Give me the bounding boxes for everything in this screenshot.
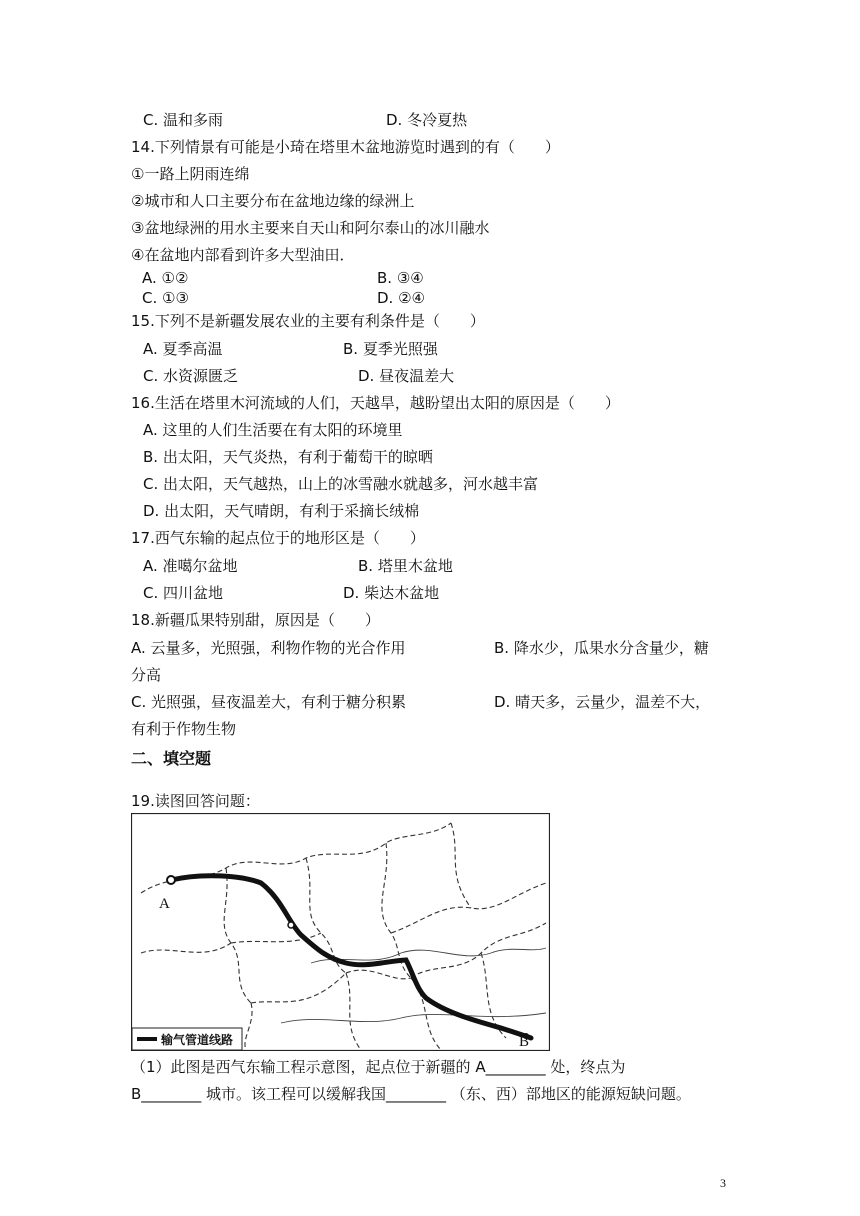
text-line: 分高	[131, 666, 162, 684]
text-line: A. 夏季高温	[143, 340, 223, 358]
text-line: D. ②④	[377, 289, 425, 307]
text-line: D. 柴达木盆地	[343, 584, 440, 602]
text-line: C. 四川盆地	[143, 584, 224, 602]
west-east-gas-pipeline-map	[131, 813, 550, 1051]
text-line: B. 降水少，瓜果水分含量少，糖	[494, 639, 709, 657]
text-line: B. 塔里木盆地	[358, 557, 453, 575]
text-line: B________ 城市。该工程可以缓解我国________ （东、西）部地区的能源短缺问题。	[131, 1085, 691, 1103]
text-line: B. 出太阳，天气炎热，有利于葡萄干的晾晒	[143, 448, 433, 466]
text-line: C. 光照强，昼夜温差大，有利于糖分积累	[131, 693, 407, 711]
page-number: 3	[720, 1176, 726, 1190]
text-line: 18.新疆瓜果特别甜，原因是（ ）	[131, 611, 380, 629]
legend-text: 输气管道线路	[161, 1033, 234, 1047]
section-heading: 二、填空题	[131, 749, 212, 768]
start-point-a	[167, 876, 175, 884]
text-line: D. 冬冷夏热	[386, 111, 468, 129]
text-line: A. ①②	[142, 269, 189, 287]
text-line: A. 这里的人们生活要在有太阳的环境里	[143, 421, 403, 439]
map-label-a: A	[159, 896, 170, 912]
text-line: C. 出太阳，天气越热，山上的冰雪融水就越多，河水越丰富	[143, 475, 539, 493]
text-line: A. 云量多，光照强，利物作物的光合作用	[131, 639, 406, 657]
text-line: D. 出太阳，天气晴朗，有利于采摘长绒棉	[143, 502, 420, 520]
text-line: C. ①③	[142, 289, 189, 307]
text-line: C. 温和多雨	[143, 111, 224, 129]
text-line: 15.下列不是新疆发展农业的主要有利条件是（ ）	[131, 312, 485, 330]
text-line: ①一路上阴雨连绵	[131, 165, 250, 183]
text-line: ④在盆地内部看到许多大型油田．	[131, 246, 355, 264]
text-line: 19.读图回答问题：	[131, 792, 260, 810]
map-frame	[132, 814, 550, 1051]
relay-point	[288, 922, 294, 928]
text-line: 16.生活在塔里木河流域的人们，天越旱，越盼望出太阳的原因是（ ）	[131, 394, 620, 412]
text-line: 14.下列情景有可能是小琦在塔里木盆地游览时遇到的有（ ）	[131, 138, 560, 156]
text-line: D. 昼夜温差大	[358, 367, 455, 385]
text-line: 17.西气东输的起点位于的地形区是（ ）	[131, 529, 425, 547]
map-label-b: B	[519, 1034, 530, 1050]
text-line: （1）此图是西气东输工程示意图，起点位于新疆的 A________ 处，终点为	[131, 1058, 626, 1076]
text-line: B. 夏季光照强	[343, 340, 438, 358]
text-line: ②城市和人口主要分布在盆地边缘的绿洲上	[131, 192, 415, 210]
text-line: C. 水资源匮乏	[143, 367, 239, 385]
text-line: D. 晴天多，云量少，温差不大，	[494, 693, 711, 711]
text-line: 有利于作物生物	[131, 720, 237, 738]
text-line: B. ③④	[377, 269, 424, 287]
text-line: A. 准噶尔盆地	[143, 557, 238, 575]
text-line: ③盆地绿洲的用水主要来自天山和阿尔泰山的冰川融水	[131, 219, 490, 237]
